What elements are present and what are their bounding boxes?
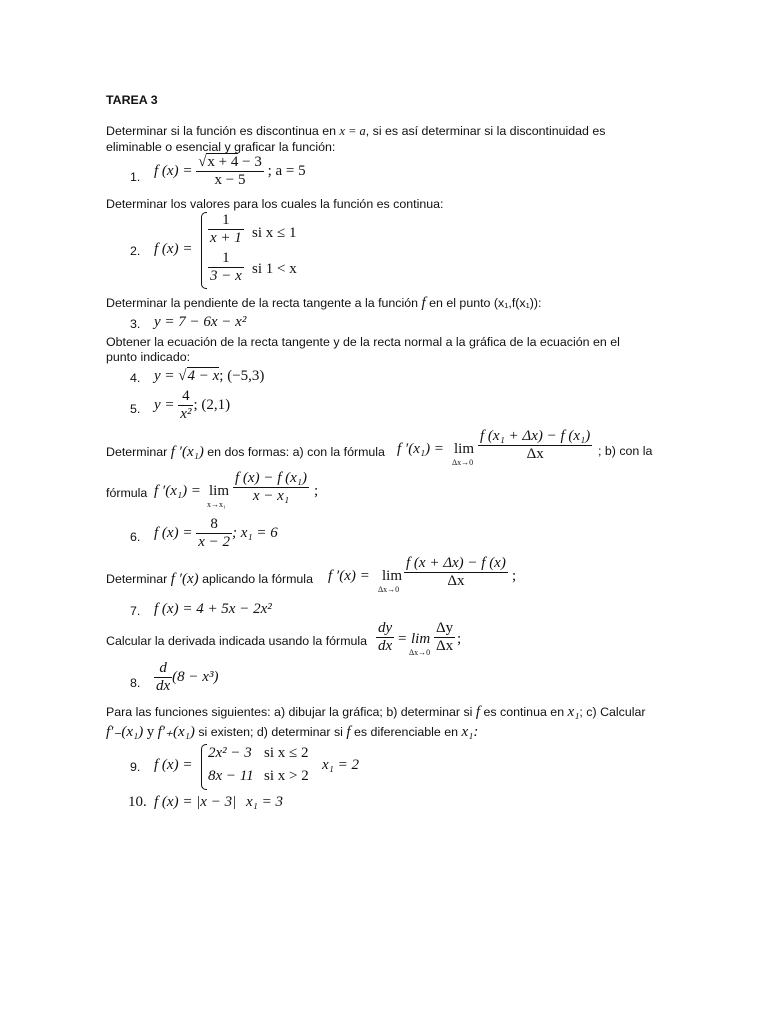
p4-radicand: 4 − x xyxy=(187,368,220,384)
deriv-den: Δx xyxy=(478,445,592,463)
calc-text: Calcular la derivada indicada usando la fórmula xyxy=(106,634,368,648)
calc-dx: dx xyxy=(378,638,393,654)
problem-5-number: 5. xyxy=(130,402,141,416)
aplic-den: Δx xyxy=(404,572,508,590)
para-f2: f xyxy=(346,724,351,740)
p1-tail: ; a = 5 xyxy=(267,163,306,179)
deriv-lhs: f ′(x₁) = xyxy=(397,441,444,457)
formula-fraction xyxy=(233,470,309,505)
problem-7-eq: f (x) = 4 + 5x − 2x² xyxy=(154,601,272,617)
p2-cond2: si 1 < x xyxy=(252,261,297,277)
deriv-text3: ; b) con la xyxy=(598,444,653,458)
p8-expr: (8 − x³) xyxy=(172,669,219,685)
formula-lim: lim xyxy=(209,483,230,499)
p1-minus: − 3 xyxy=(242,154,262,170)
pendiente-f: f xyxy=(421,295,426,311)
problem-10-eq: f (x) = |x − 3| xyxy=(154,794,237,810)
p9-cond1: si x ≤ 2 xyxy=(264,745,309,761)
calc-eq: = xyxy=(398,631,407,647)
p2-brace xyxy=(201,212,207,289)
p10-point: x₁ = 3 xyxy=(246,794,283,810)
para-x1: x₁ xyxy=(567,704,580,720)
aplic-line xyxy=(106,571,313,588)
problem-6-number: 6. xyxy=(130,530,141,544)
ecuacion-line2: punto indicado: xyxy=(106,350,191,364)
deriv-line xyxy=(106,444,385,461)
problem-3-number: 3. xyxy=(130,317,141,331)
p9-cond2: si x > 2 xyxy=(264,768,309,784)
pendiente-end: en el punto (x₁,f(x₁)): xyxy=(429,296,542,310)
p9-lhs: f (x) = xyxy=(154,757,193,773)
para-line2 xyxy=(106,722,478,741)
p2-num1: 1 xyxy=(222,212,230,228)
p6-lhs: f (x) = xyxy=(154,525,193,541)
problem-3-eq: y = 7 − 6x − x² xyxy=(154,314,247,330)
formula-tail: ; xyxy=(314,483,319,499)
aplic-num: f (x + Δx) − f (x) xyxy=(406,555,506,571)
p9-brace xyxy=(201,744,207,790)
aplic-lim-sub: Δx→0 xyxy=(378,585,400,594)
p6-den: x − 2 xyxy=(198,534,230,550)
para-line1 xyxy=(106,704,646,721)
pendiente-text xyxy=(106,295,541,312)
p8-num: d xyxy=(159,660,167,676)
formula-text: fórmula xyxy=(106,486,148,500)
calc-lim-sub: Δx→0 xyxy=(409,648,431,657)
para-text1b: es continua en xyxy=(483,705,565,719)
deriv-num: f (x₁ + Δx) − f (x₁) xyxy=(480,428,591,444)
p2-den1: x + 1 xyxy=(210,230,242,246)
intro-line1-end: , si es así determinar si la discontinuidad es xyxy=(365,124,606,138)
p4-lhs: y = xyxy=(154,368,175,384)
problem-6-eq xyxy=(154,516,278,551)
p2-case2 xyxy=(208,250,244,285)
problem-1-number: 1. xyxy=(130,170,141,184)
p5-lhs: y = xyxy=(154,397,175,413)
problem-4-number: 4. xyxy=(130,371,141,385)
p9-point: x₁ = 2 xyxy=(322,757,359,773)
intro-text xyxy=(106,124,605,139)
p4-tail: ; (−5,3) xyxy=(219,368,265,384)
problem-9-number: 9. xyxy=(130,760,141,774)
p5-tail: ; (2,1) xyxy=(193,397,231,413)
calc-fraction xyxy=(434,620,455,655)
problem-10-number: 10. xyxy=(128,794,147,810)
aplic-fp: f ′(x) xyxy=(170,571,199,587)
deriv-lim-sub: Δx→0 xyxy=(452,458,474,467)
para-fm: f′₋(x₁) xyxy=(106,724,144,740)
aplic-tail: ; xyxy=(512,568,517,584)
para-text2b: es diferenciable en xyxy=(354,725,459,739)
p1-denominator: x − 5 xyxy=(196,171,264,189)
problem-4-eq: y = √4 − x; (−5,3) xyxy=(154,368,265,384)
p2-cond1: si x ≤ 1 xyxy=(252,225,297,241)
p5-den: x² xyxy=(180,406,192,422)
ecuacion-line1: Obtener la ecuación de la recta tangente y de la recta normal a la gráfica de la ecuación en el xyxy=(106,335,620,349)
deriv-fp: f ′(x₁) xyxy=(170,444,204,460)
formula-lhs: f ′(x₁) = xyxy=(154,483,201,499)
problem-2-number: 2. xyxy=(130,244,141,258)
p8-den: dx xyxy=(156,678,171,694)
aplic-fraction xyxy=(404,555,508,590)
p9-row1: 2x² − 3 xyxy=(208,745,252,761)
calc-den: Δx xyxy=(436,638,454,654)
intro-line1: Determinar si la función es discontinua en xyxy=(106,124,337,138)
formula-num: f (x) − f (x₁) xyxy=(235,470,307,486)
p6-num: 8 xyxy=(210,516,218,532)
intro-eq: x = a xyxy=(339,124,366,138)
calc-num: Δy xyxy=(436,620,454,636)
para-f: f xyxy=(475,704,481,720)
aplic-text1: Determinar xyxy=(106,572,168,586)
calc-tail: ; xyxy=(457,631,462,647)
aplic-lim: lim xyxy=(382,568,403,584)
deriv-text1: Determinar xyxy=(106,445,168,459)
para-text1c: ; c) Calcular xyxy=(579,705,646,719)
para-text2: si existen; d) determinar si xyxy=(198,725,343,739)
formula-den: x − x₁ xyxy=(233,487,309,505)
problem-8-number: 8. xyxy=(130,676,141,690)
formula-lim-sub: x→x₁ xyxy=(207,500,226,509)
p2-lhs: f (x) = xyxy=(154,241,193,257)
p2-den2: 3 − x xyxy=(210,268,242,284)
intro-line2: eliminable o esencial y graficar la función: xyxy=(106,140,336,154)
para-x1b: x₁: xyxy=(461,724,479,740)
deriv-lim: lim xyxy=(454,441,475,457)
deriv-fraction xyxy=(478,428,592,463)
problem-5-eq xyxy=(154,388,230,423)
pendiente-line: Determinar la pendiente de la recta tangente a la función xyxy=(106,296,419,310)
para-text1: Para las funciones siguientes: a) dibujar la gráfica; b) determinar si xyxy=(106,705,473,719)
calc-dy: dy xyxy=(378,620,393,636)
p1-lhs: f (x) = xyxy=(154,163,193,179)
calc-dydx xyxy=(376,620,394,655)
para-fp: f′₊(x₁) xyxy=(157,724,195,740)
p1-radicand: x + 4 xyxy=(207,154,239,170)
p6-tail: ; x₁ = 6 xyxy=(231,525,278,541)
p1-fraction: $\frac{√x + 4 - 3}{x - 5}$ xyxy=(198,154,262,188)
p5-num: 4 xyxy=(182,388,190,404)
p9-row2: 8x − 11 xyxy=(208,768,254,784)
deriv-text2: en dos formas: a) con la fórmula xyxy=(207,445,385,459)
page-title: TAREA 3 xyxy=(106,93,158,107)
continua-text: Determinar los valores para los cuales la función es continua: xyxy=(106,197,444,211)
problem-8-eq xyxy=(154,660,218,695)
p2-num2: 1 xyxy=(222,250,230,266)
para-y: y xyxy=(146,724,155,740)
aplic-text2: aplicando la fórmula xyxy=(202,572,313,586)
aplic-lhs: f ′(x) = xyxy=(328,568,370,584)
calc-lim: lim xyxy=(411,631,431,647)
problem-7-number: 7. xyxy=(130,604,141,618)
problem-1-formula xyxy=(154,154,306,189)
p2-case1 xyxy=(208,212,244,247)
